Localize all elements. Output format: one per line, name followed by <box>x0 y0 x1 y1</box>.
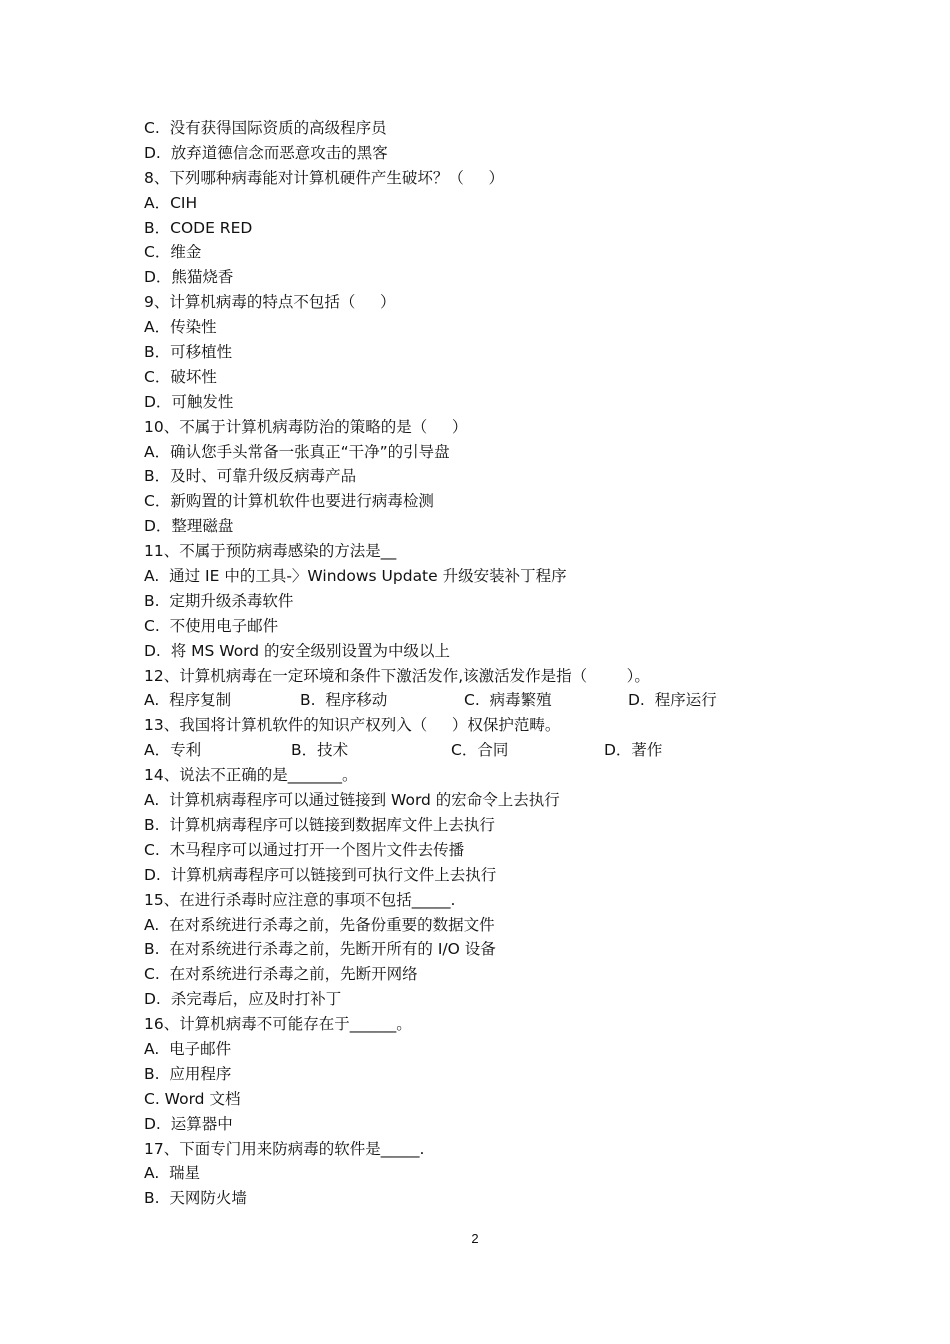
option: D．著作 <box>604 741 663 760</box>
question-13: 13、我国将计算机软件的知识产权列入（ ）权保护范畴。 <box>144 716 561 735</box>
option: D. 运算器中 <box>144 1114 233 1133</box>
option: D．可触发性 <box>144 392 234 411</box>
question-14: 14、说法不正确的是_______。 <box>144 766 358 785</box>
option: C．维金 <box>144 243 202 262</box>
option: B. 计算机病毒程序可以链接到数据库文件上去执行 <box>144 815 495 834</box>
question-17: 17、下面专门用来防病毒的软件是_____. <box>144 1139 425 1158</box>
question-8: 8、下列哪种病毒能对计算机硬件产生破坏？（ ） <box>144 168 504 187</box>
option: A. 电子邮件 <box>144 1039 232 1058</box>
option: B. 定期升级杀毒软件 <box>144 591 294 610</box>
option: A. 在对系统进行杀毒之前，先备份重要的数据文件 <box>144 915 495 934</box>
option: C．破坏性 <box>144 367 217 386</box>
text-line: D. 放弃道德信念而恶意攻击的黑客 <box>144 143 388 162</box>
option: D．整理磁盘 <box>144 517 234 536</box>
option: B．及时、可靠升级反病毒产品 <box>144 467 357 486</box>
option: C. Word 文档 <box>144 1089 241 1108</box>
option: D. 杀完毒后，应及时打补丁 <box>144 990 342 1009</box>
option: C. 木马程序可以通过打开一个图片文件去传播 <box>144 840 465 859</box>
question-12: 12、计算机病毒在一定环境和条件下激活发作,该激活发作是指（ ）。 <box>144 666 650 685</box>
option: B. 在对系统进行杀毒之前，先断开所有的 I/O 设备 <box>144 940 496 959</box>
option: B. 天网防火墙 <box>144 1189 247 1208</box>
option: A．传染性 <box>144 318 217 337</box>
question-16: 16、计算机病毒不可能存在于______。 <box>144 1015 412 1034</box>
page-number: 2 <box>471 1231 479 1246</box>
option: D. 将 MS Word 的安全级别设置为中级以上 <box>144 641 451 660</box>
option: A．确认您手头常备一张真正“干净”的引导盘 <box>144 442 450 461</box>
q12-options-row <box>144 688 844 713</box>
option: D. 程序运行 <box>628 691 717 710</box>
option: C．合同 <box>451 741 509 760</box>
option: D. 计算机病毒程序可以链接到可执行文件上去执行 <box>144 865 497 884</box>
option: A. 通过 IE 中的工具-〉Windows Update 升级安装补丁程序 <box>144 567 567 586</box>
option: B. 应用程序 <box>144 1064 232 1083</box>
question-9: 9、计算机病毒的特点不包括（ ） <box>144 293 396 312</box>
option: B. 程序移动 <box>300 691 388 710</box>
q13-options-row <box>144 738 844 763</box>
option: C. 不使用电子邮件 <box>144 616 279 635</box>
text-line: C. 没有获得国际资质的高级程序员 <box>144 119 387 137</box>
option: A．CIH <box>144 193 198 212</box>
question-11: 11、不属于预防病毒感染的方法是__ <box>144 542 397 561</box>
option: B．可移植性 <box>144 343 233 362</box>
question-list <box>144 116 844 1211</box>
option: D．熊猫烧香 <box>144 268 234 287</box>
option: A. 程序复制 <box>144 691 232 710</box>
option: B．CODE RED <box>144 218 253 237</box>
question-10: 10、不属于计算机病毒防治的策略的是（ ） <box>144 417 468 436</box>
option: C. 在对系统进行杀毒之前，先断开网络 <box>144 965 418 984</box>
option: B．技术 <box>291 741 349 760</box>
question-15: 15、在进行杀毒时应注意的事项不包括_____. <box>144 890 456 909</box>
option: C. 病毒繁殖 <box>464 691 552 710</box>
option: A. 瑞星 <box>144 1164 201 1183</box>
option: A．专利 <box>144 741 202 760</box>
option: A. 计算机病毒程序可以通过链接到 Word 的宏命令上去执行 <box>144 791 560 810</box>
option: C．新购置的计算机软件也要进行病毒检测 <box>144 492 434 511</box>
